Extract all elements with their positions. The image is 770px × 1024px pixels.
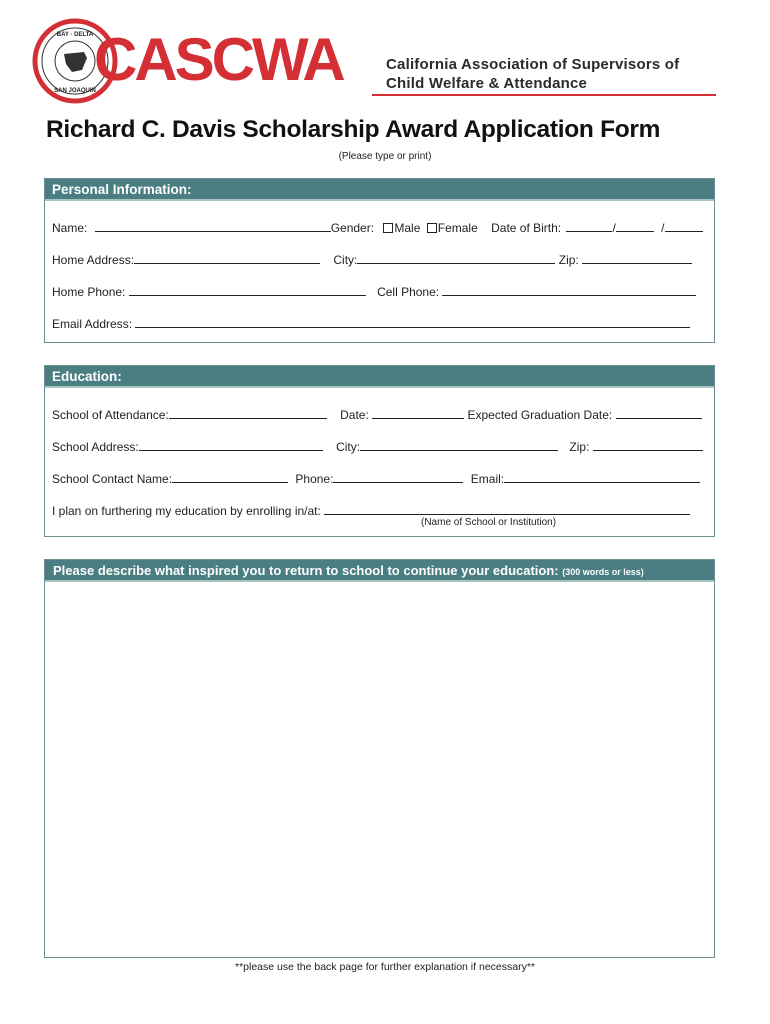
section-heading: Personal Information: (45, 179, 714, 201)
phone-field[interactable] (333, 471, 463, 483)
education-section (44, 365, 715, 537)
dob-label: Date of Birth: (491, 221, 562, 235)
dob-separator: / (661, 221, 665, 235)
personal-info-section (44, 178, 715, 343)
footer-note: **please use the back page for further explanation if necessary** (234, 961, 536, 973)
city-field[interactable] (357, 252, 555, 264)
org-name-line2: Child Welfare & Attendance (386, 75, 588, 92)
essay-section (44, 559, 715, 958)
essay-question: Please describe what inspired you to return to school to continue your education: (53, 563, 559, 578)
female-label: Female (437, 221, 478, 235)
home-phone-label: Home Phone: (52, 285, 126, 299)
form-title: Richard C. Davis Scholarship Award Application Form (46, 116, 661, 143)
home-phone-field[interactable] (129, 284, 366, 296)
gender-label: Gender: (330, 221, 375, 235)
essay-word-limit: (300 words or less) (562, 567, 644, 577)
dob-day-field[interactable] (616, 220, 654, 232)
school-address-field[interactable] (139, 439, 323, 451)
school-address-label: School Address: (52, 440, 139, 454)
school-attendance-label: School of Attendance: (52, 408, 169, 422)
cell-phone-field[interactable] (442, 284, 696, 296)
school-email-label: Email: (470, 472, 505, 486)
name-label: Name: (52, 221, 88, 235)
school-city-field[interactable] (360, 439, 558, 451)
school-city-label: City: (336, 440, 361, 454)
org-name-line1: California Association of Supervisors of (386, 56, 680, 73)
education-plan-caption: (Name of School or Institution) (421, 517, 557, 528)
svg-text:SAN JOAQUIN: SAN JOAQUIN (54, 88, 96, 94)
dob-separator: / (612, 221, 616, 235)
name-field[interactable] (95, 220, 331, 232)
school-attendance-field[interactable] (169, 407, 327, 419)
phone-label: Phone: (295, 472, 334, 486)
school-zip-field[interactable] (593, 439, 703, 451)
email-address-label: Email Address: (52, 317, 133, 331)
city-label: City: (333, 253, 358, 267)
dob-month-field[interactable] (566, 220, 612, 232)
school-contact-field[interactable] (172, 471, 288, 483)
graduation-date-label: Expected Graduation Date: (467, 408, 613, 422)
male-checkbox[interactable] (383, 223, 393, 233)
email-address-field[interactable] (135, 316, 690, 328)
svg-text:BAY · DELTA: BAY · DELTA (56, 32, 94, 38)
logo-wordmark: CASCWA (94, 26, 343, 93)
dob-year-field[interactable] (665, 220, 703, 232)
essay-answer-area[interactable] (45, 582, 714, 957)
date-label: Date: (340, 408, 369, 422)
form-subtitle: (Please type or print) (338, 151, 432, 162)
school-email-field[interactable] (504, 471, 700, 483)
male-label: Male (394, 221, 421, 235)
section-heading: Education: (45, 366, 714, 388)
home-address-field[interactable] (134, 252, 320, 264)
education-plan-field[interactable] (324, 503, 690, 515)
education-plan-label: I plan on furthering my education by enrolling in/at: (52, 504, 321, 518)
home-address-label: Home Address: (52, 253, 135, 267)
graduation-date-field[interactable] (616, 407, 702, 419)
zip-label: Zip: (558, 253, 579, 267)
cascwa-logo (32, 18, 367, 104)
section-heading (45, 560, 714, 582)
date-field[interactable] (372, 407, 464, 419)
cell-phone-label: Cell Phone: (377, 285, 440, 299)
female-checkbox[interactable] (427, 223, 437, 233)
school-zip-label: Zip: (569, 440, 590, 454)
school-contact-label: School Contact Name: (52, 472, 173, 486)
zip-field[interactable] (582, 252, 692, 264)
header-divider (372, 94, 716, 96)
